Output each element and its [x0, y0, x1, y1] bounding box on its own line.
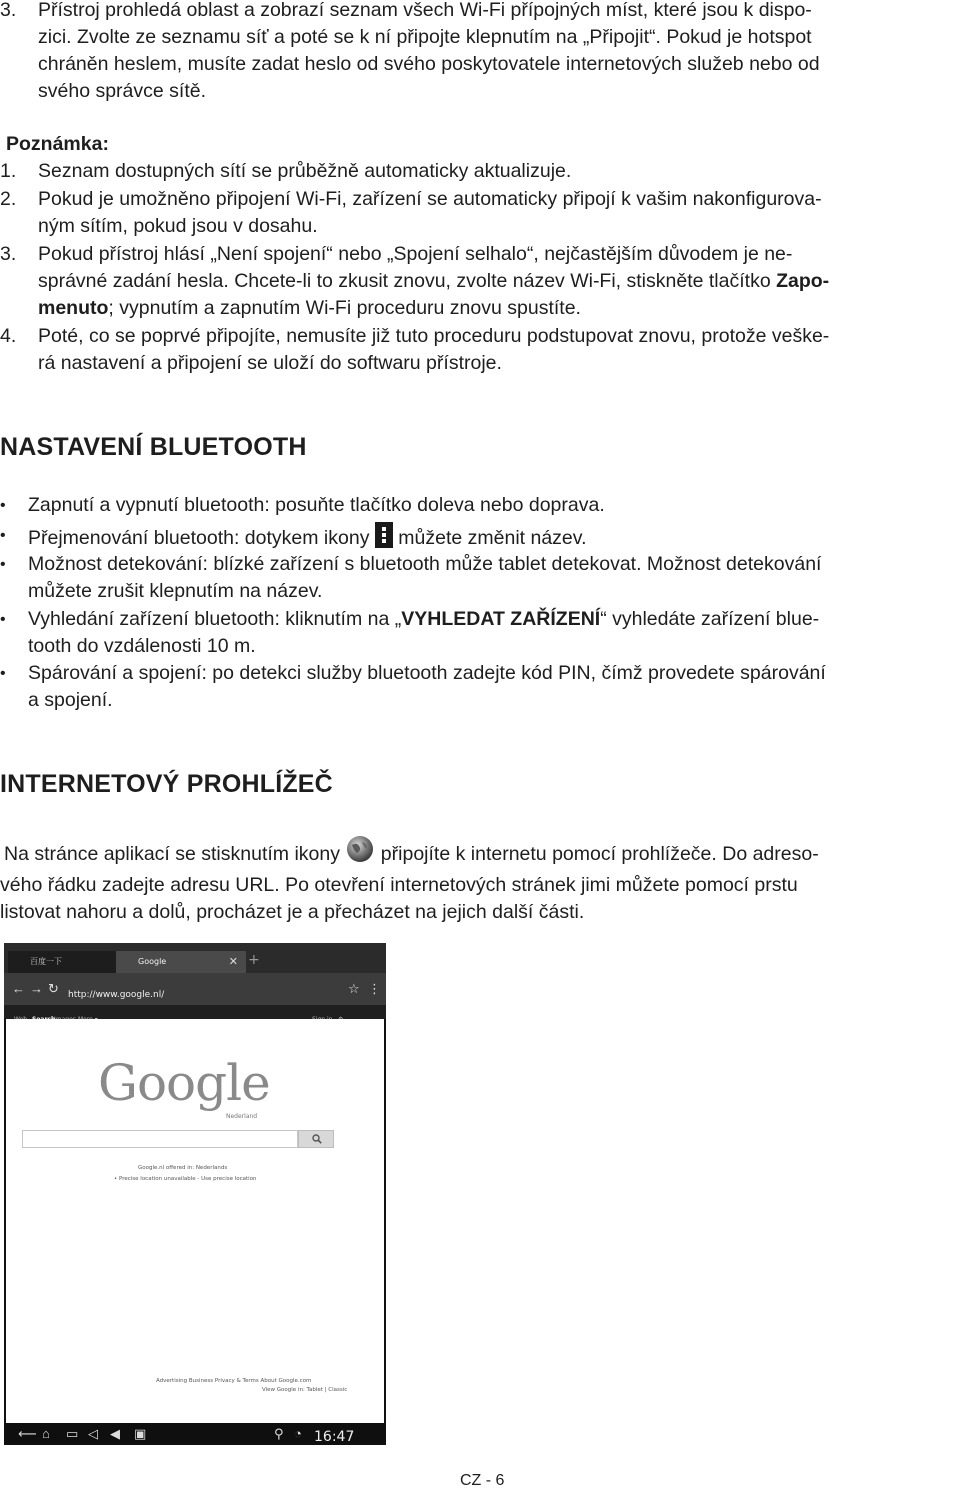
globe-icon: [345, 836, 375, 872]
forward-icon[interactable]: →: [30, 981, 43, 996]
bluetooth-heading: NASTAVENÍ BLUETOOTH: [0, 433, 307, 461]
google-logo-sub: Nederland: [226, 1113, 258, 1120]
note-item-3: 3. Pokud přístroj hlásí „Není spojení“ nebo „Spojení selhalo“, nejčastějším důvodem je ne- správné zadání hesla. Chcete-li to zkusit znovu, zvolte název Wi-Fi, stiskněte tlačítko Zapo- menuto; vypnutím a zapnutím Wi-Fi proceduru znovu spustíte.: [0, 243, 830, 319]
back-icon[interactable]: ←: [12, 981, 25, 996]
google-bar: [4, 1005, 386, 1019]
bluetooth-bullet-3: • Možnost detekování: blízké zařízení s bluetooth může tablet detekovat. Možnost detekování můžete zrušit klepnutím na název.: [0, 553, 822, 602]
note-item-4: 4. Poté, co se poprvé připojíte, nemusíte již tuto proceduru podstupovat znovu, protože veške- rá nastavení a připojení se uloží do softwaru přístroje.: [0, 325, 830, 374]
clock: 16:47: [314, 1429, 355, 1445]
tab-bar: [4, 943, 386, 973]
volume-down-icon[interactable]: ◁: [88, 1426, 98, 1441]
bluetooth-bullet-1: • Zapnutí a vypnutí bluetooth: posuňte tlačítko doleva nebo doprava.: [0, 494, 605, 516]
page-number: CZ - 6: [460, 1472, 505, 1489]
google-page: [6, 1019, 384, 1423]
menu-icon[interactable]: ⋮: [368, 981, 381, 996]
google-logo: Google: [98, 1054, 270, 1112]
view-google-in[interactable]: View Google in: Tablet | Classic: [262, 1387, 348, 1393]
nav-recent-icon[interactable]: ▭: [66, 1426, 79, 1441]
address-bar: [4, 973, 386, 1005]
wifi-icon: ◔: [294, 1426, 302, 1441]
notification-icon: ▣: [134, 1426, 147, 1441]
note-title: Poznámka:: [6, 133, 109, 155]
nav-back-icon[interactable]: ⟵: [18, 1426, 37, 1441]
browser-paragraph: Na stránce aplikací se stisknutím ikony připojíte k internetu pomocí prohlížeče. Do adreso- vého řádku zadejte adresu URL. Po otevření internetových stránek jimi můžete pomocí prstu listovat nahoru a dolů, procházet je a přecházet na jejich další části.: [4, 836, 956, 926]
nav-home-icon[interactable]: ⌂: [42, 1426, 50, 1441]
browser-screenshot: [4, 943, 386, 1445]
note-item-1: 1. Seznam dostupných sítí se průběžně automaticky aktualizuje.: [0, 160, 572, 182]
search-input[interactable]: [22, 1130, 298, 1148]
url-input[interactable]: http://www.google.nl/: [68, 990, 165, 1000]
search-icon: [312, 1134, 322, 1144]
location-note: • Precise location unavailable - Use precise location: [114, 1176, 257, 1182]
note-item-2: 2. Pokud je umožněno připojení Wi-Fi, zařízení se automaticky připojí k vašim nakonfigurova- ným sítím, pokud jsou v dosahu.: [0, 188, 822, 237]
bluetooth-bullet-2: • Přejmenování bluetooth: dotykem ikony můžete změnit název.: [0, 522, 952, 556]
tab-google[interactable]: Google ✕: [116, 951, 246, 973]
wifi-step-3: 3. Přístroj prohledá oblast a zobrazí seznam všech Wi-Fi přípojných míst, které jsou k dispo- zici. Zvolte ze seznamu síť a poté se k ní připojte klepnutím na „Připojit“. Pokud je hotspot chráněn heslem, musíte zadat heslo od svého poskytovatele internetových služeb nebo od svého správce sítě.: [0, 0, 952, 105]
usb-icon: ⚲: [274, 1426, 284, 1441]
volume-up-icon[interactable]: ◀: [110, 1426, 120, 1441]
new-tab-button[interactable]: +: [248, 952, 260, 968]
footer-links[interactable]: Advertising Business Privacy & Terms About Google.com: [156, 1378, 312, 1384]
step-number: 3.: [0, 0, 17, 21]
close-icon[interactable]: ✕: [228, 955, 238, 968]
refresh-icon[interactable]: ↻: [48, 981, 59, 996]
bluetooth-bullet-5: • Spárování a spojení: po detekci služby bluetooth zadejte kód PIN, čímž provedete spárování a spojení.: [0, 662, 826, 711]
bluetooth-bullet-4: • Vyhledání zařízení bluetooth: kliknutím na „VYHLEDAT ZAŘÍZENÍ“ vyhledáte zařízení blue- tooth do vzdálenosti 10 m.: [0, 608, 820, 657]
system-nav-bar: [4, 1423, 386, 1445]
offered-in: Google.nl offered in: Nederlands: [138, 1165, 228, 1171]
tab-baidu[interactable]: 百度一下: [8, 951, 116, 973]
star-icon[interactable]: ☆: [348, 981, 360, 996]
browser-heading: INTERNETOVÝ PROHLÍŽEČ: [0, 770, 333, 798]
search-button[interactable]: [298, 1130, 334, 1148]
